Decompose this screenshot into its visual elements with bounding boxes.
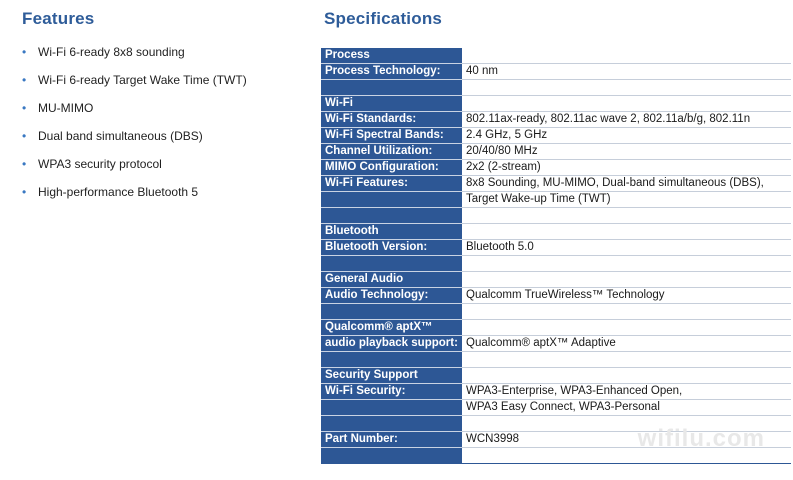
spec-value: 2x2 (2-stream) xyxy=(462,160,791,176)
spec-row xyxy=(321,320,791,336)
spec-label: Bluetooth Version: xyxy=(321,240,462,256)
spec-label: Channel Utilization: xyxy=(321,144,462,160)
spec-label xyxy=(321,304,462,320)
spec-row xyxy=(321,384,791,400)
spec-row xyxy=(321,368,791,384)
features-heading: Features xyxy=(22,9,95,28)
spec-value xyxy=(462,96,791,112)
spec-row xyxy=(321,176,791,192)
spec-value: Qualcomm TrueWireless™ Technology xyxy=(462,288,791,304)
bullet-icon: • xyxy=(22,73,27,87)
spec-row xyxy=(321,112,791,128)
spec-value: 40 nm xyxy=(462,64,791,80)
feature-item xyxy=(20,178,290,206)
spec-value xyxy=(462,224,791,240)
spec-value: WPA3 Easy Connect, WPA3-Personal xyxy=(462,400,791,416)
spec-row xyxy=(321,192,791,208)
spec-value: Target Wake-up Time (TWT) xyxy=(462,192,791,208)
spec-label xyxy=(321,448,462,464)
feature-item xyxy=(20,150,290,178)
spec-row xyxy=(321,144,791,160)
spec-label: Process xyxy=(321,48,462,64)
feature-text: Dual band simultaneous (DBS) xyxy=(38,129,203,143)
spec-value xyxy=(462,256,791,272)
features-list xyxy=(20,38,290,206)
feature-text: High-performance Bluetooth 5 xyxy=(38,185,199,199)
spec-row xyxy=(321,352,791,368)
specifications-heading: Specifications xyxy=(324,9,443,28)
spec-value xyxy=(462,48,791,64)
spec-label xyxy=(321,80,462,96)
watermark: wifilu.com xyxy=(637,425,765,452)
spec-row xyxy=(321,64,791,80)
spec-label xyxy=(321,400,462,416)
spec-row xyxy=(321,128,791,144)
bullet-icon: • xyxy=(22,45,27,59)
spec-value xyxy=(462,208,791,224)
spec-row xyxy=(321,336,791,352)
spec-value: 8x8 Sounding, MU-MIMO, Dual-band simultaneous (DBS), xyxy=(462,176,791,192)
feature-text: MU-MIMO xyxy=(38,101,94,115)
spec-label: Wi-Fi Standards: xyxy=(321,112,462,128)
spec-value: 2.4 GHz, 5 GHz xyxy=(462,128,791,144)
spec-value xyxy=(462,368,791,384)
spec-row xyxy=(321,240,791,256)
bullet-icon: • xyxy=(22,157,27,171)
spec-row xyxy=(321,208,791,224)
spec-label: General Audio xyxy=(321,272,462,288)
spec-value xyxy=(462,272,791,288)
bullet-icon: • xyxy=(22,129,27,143)
spec-value: WPA3-Enterprise, WPA3-Enhanced Open, xyxy=(462,384,791,400)
specifications-table xyxy=(321,48,791,464)
spec-value: Qualcomm® aptX™ Adaptive xyxy=(462,336,791,352)
spec-row xyxy=(321,224,791,240)
spec-row xyxy=(321,272,791,288)
spec-value: Bluetooth 5.0 xyxy=(462,240,791,256)
spec-label xyxy=(321,208,462,224)
spec-label xyxy=(321,256,462,272)
feature-item xyxy=(20,94,290,122)
spec-label xyxy=(321,416,462,432)
spec-value: WCN3998 xyxy=(462,432,791,448)
spec-label: Wi-Fi Spectral Bands: xyxy=(321,128,462,144)
spec-row xyxy=(321,48,791,64)
spec-label: Wi-Fi Security: xyxy=(321,384,462,400)
feature-text: WPA3 security protocol xyxy=(38,157,162,171)
spec-label: Security Support xyxy=(321,368,462,384)
feature-item xyxy=(20,66,290,94)
spec-row xyxy=(321,160,791,176)
spec-label: Wi-Fi xyxy=(321,96,462,112)
feature-item xyxy=(20,122,290,150)
spec-value: 802.11ax-ready, 802.11ac wave 2, 802.11a/b/g, 802.11n xyxy=(462,112,791,128)
spec-row xyxy=(321,288,791,304)
feature-text: Wi-Fi 6-ready Target Wake Time (TWT) xyxy=(38,73,247,87)
spec-label: Wi-Fi Features: xyxy=(321,176,462,192)
spec-row xyxy=(321,304,791,320)
bullet-icon: • xyxy=(22,101,27,115)
spec-label xyxy=(321,192,462,208)
spec-label: Qualcomm® aptX™ xyxy=(321,320,462,336)
spec-label: audio playback support: xyxy=(321,336,462,352)
spec-row xyxy=(321,256,791,272)
spec-value xyxy=(462,80,791,96)
bullet-icon: • xyxy=(22,185,27,199)
spec-label: MIMO Configuration: xyxy=(321,160,462,176)
spec-label: Part Number: xyxy=(321,432,462,448)
spec-value xyxy=(462,352,791,368)
feature-item xyxy=(20,38,290,66)
spec-row xyxy=(321,80,791,96)
spec-row xyxy=(321,400,791,416)
spec-label: Audio Technology: xyxy=(321,288,462,304)
spec-label: Bluetooth xyxy=(321,224,462,240)
spec-value: 20/40/80 MHz xyxy=(462,144,791,160)
spec-label xyxy=(321,352,462,368)
spec-row xyxy=(321,96,791,112)
feature-text: Wi-Fi 6-ready 8x8 sounding xyxy=(38,45,185,59)
spec-value xyxy=(462,320,791,336)
spec-label: Process Technology: xyxy=(321,64,462,80)
spec-value xyxy=(462,304,791,320)
